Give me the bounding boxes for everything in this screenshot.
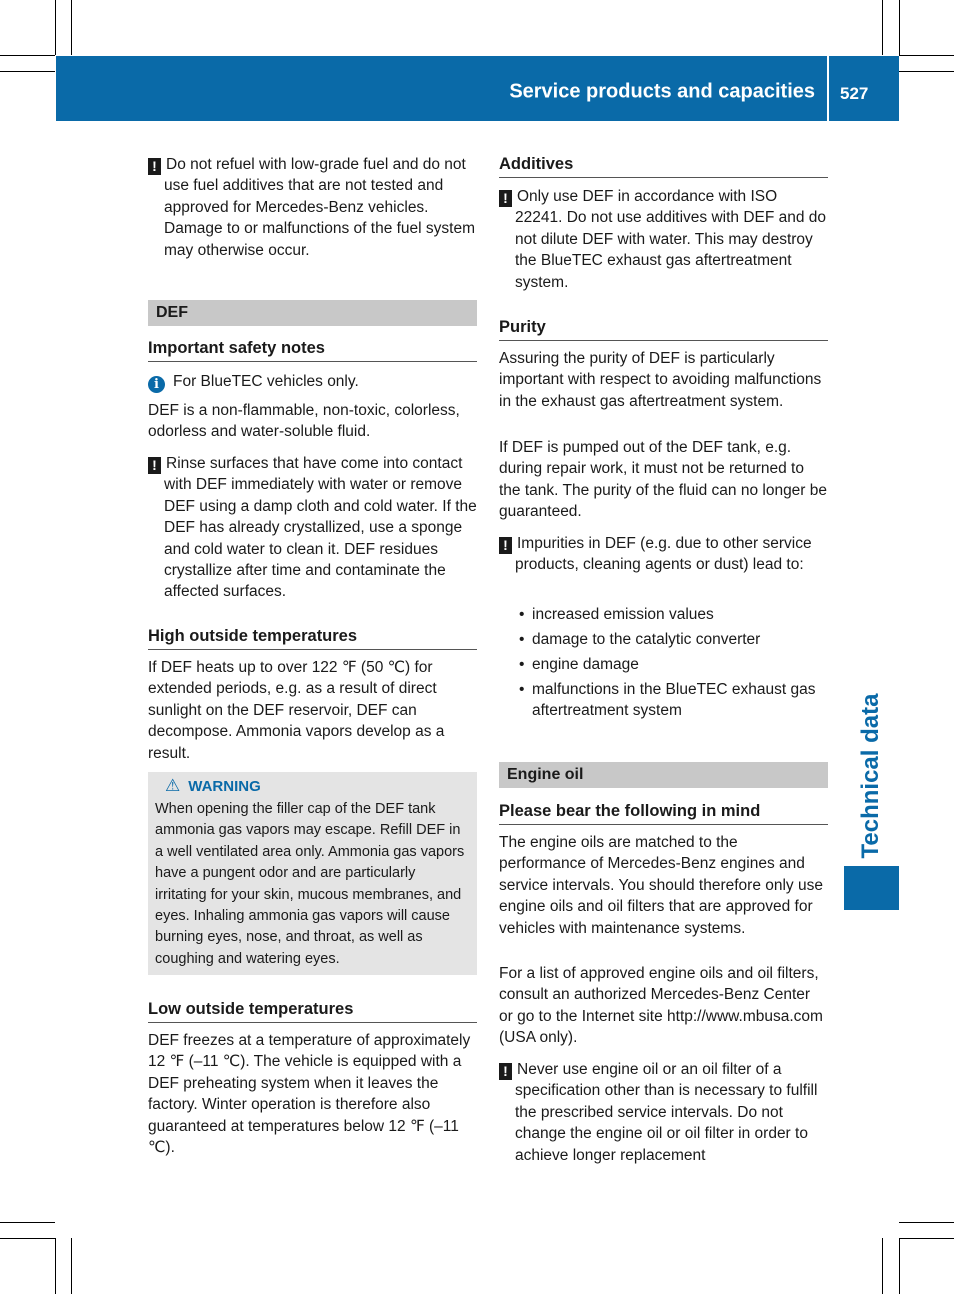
- list-item: • engine damage: [499, 654, 828, 675]
- caution-note: [499, 533, 828, 576]
- purity-text-1: Assuring the purity of DEF is particularly important with respect to avoiding malfunctions in the exhaust gas aftertreatment system.: [499, 350, 822, 410]
- section-heading-def: DEF: [148, 300, 477, 326]
- info-icon: i: [148, 376, 165, 393]
- additives-note-text: Only use DEF in accordance with ISO 22241. Do not use additives with DEF and do not dilute DEF with water. This may destroy the BlueTEC exhaust gas aftertreatment system.: [515, 188, 827, 291]
- crop-mark: [0, 1222, 55, 1223]
- impurity-effects-list: [499, 604, 828, 725]
- crop-mark: [899, 55, 954, 56]
- header-divider: [827, 56, 829, 121]
- info-note: [148, 371, 477, 393]
- subheading-safety: Important safety notes: [148, 338, 477, 362]
- low-temp-text: DEF freezes at a temperature of approximately 12 ℉ (–11 ℃). The vehicle is equipped with a DEF preheating system when it leaves the factory. Winter operation is therefore also guaranteed at temperatures below 12 ℉ (–11 ℃).: [148, 1032, 471, 1157]
- warning-box: [148, 772, 477, 975]
- high-temp-text: If DEF heats up to over 122 ℉ (50 ℃) for extended periods, e.g. as a result of direct sunlight on the DEF reservoir, DEF can decompose. Ammonia vapors develop as a result.: [148, 659, 445, 762]
- high-temp-paragraph: [148, 657, 477, 764]
- def-description: [148, 400, 477, 443]
- crop-mark: [71, 0, 72, 55]
- list-item: • damage to the catalytic converter: [499, 629, 828, 650]
- crop-mark: [55, 0, 56, 55]
- fuel-note-text: Do not refuel with low-grade fuel and do not use fuel additives that are not tested and approved for Mercedes-Benz vehicles. Damage to or malfunctions of the fuel system may otherwise occur.: [164, 156, 476, 259]
- engine-oil-note-text: Never use engine oil or an oil filter of a specification other than is necessary to fulfill the prescribed service intervals. Do not change the engine oil or oil filter in order to achieve longer replacement: [515, 1061, 818, 1164]
- warning-triangle-icon: ⚠: [165, 776, 181, 795]
- def-description-text: DEF is a non-flammable, non-toxic, colorless, odorless and water-soluble fluid.: [148, 402, 460, 441]
- warning-label: WARNING: [188, 778, 261, 795]
- purity-paragraph-1: [499, 348, 828, 412]
- purity-text-2: If DEF is pumped out of the DEF tank, e.g. during repair work, it must not be returned to the tank. The purity of the fluid can no longer be guaranteed.: [499, 439, 828, 521]
- crop-mark: [55, 1238, 56, 1294]
- crop-mark: [71, 1238, 72, 1294]
- exclamation-icon: !: [148, 457, 161, 474]
- low-temp-paragraph: [148, 1030, 477, 1158]
- crop-mark: [899, 1238, 954, 1239]
- caution-note: [499, 1059, 828, 1166]
- subheading-additives: Additives: [499, 154, 828, 178]
- list-item: • malfunctions in the BlueTEC exhaust gas aftertreatment system: [499, 679, 828, 722]
- subheading-high-temp: High outside temperatures: [148, 626, 477, 650]
- caution-note: [148, 154, 477, 261]
- page-header: [56, 56, 899, 121]
- side-tab-marker: [844, 866, 899, 910]
- caution-note: [499, 186, 828, 293]
- list-item: • increased emission values: [499, 604, 828, 625]
- crop-mark: [899, 71, 954, 72]
- side-tab-label: Technical data: [857, 693, 884, 859]
- exclamation-icon: !: [148, 158, 161, 175]
- engine-oil-paragraph-1: [499, 832, 828, 939]
- caution-note: [148, 453, 477, 603]
- page-number: 527: [840, 84, 869, 103]
- subheading-low-temp: Low outside temperatures: [148, 999, 477, 1023]
- crop-mark: [899, 1238, 900, 1294]
- crop-mark: [899, 0, 900, 55]
- engine-oil-text-1: The engine oils are matched to the performance of Mercedes-Benz engines and service intervals. You should therefore only use engine oils and oil filters that are approved for vehicles with maintenance systems.: [499, 834, 823, 937]
- engine-oil-paragraph-2: [499, 963, 828, 1049]
- subheading-bear-in-mind: Please bear the following in mind: [499, 801, 828, 825]
- impurities-note-text: Impurities in DEF (e.g. due to other service products, cleaning agents or dust) lead to:: [515, 535, 812, 574]
- page-title: Service products and capacities: [509, 80, 815, 103]
- exclamation-icon: !: [499, 537, 512, 554]
- rinse-note-text: Rinse surfaces that have come into contact with DEF immediately with water or remove DEF using a damp cloth and cold water. If the DEF has already crystallized, use a sponge and cold water to clean it. DEF residues crystallize after time and contaminate the affected surfaces.: [164, 455, 477, 601]
- engine-oil-text-2: For a list of approved engine oils and oil filters, consult an authorized Mercedes-Benz Center or go to the Internet site http://www.mbusa.com (USA only).: [499, 965, 823, 1047]
- section-heading-engine-oil: Engine oil: [499, 762, 828, 788]
- crop-mark: [0, 71, 55, 72]
- exclamation-icon: !: [499, 1063, 512, 1080]
- crop-mark: [0, 1238, 55, 1239]
- exclamation-icon: !: [499, 190, 512, 207]
- crop-mark: [882, 0, 883, 55]
- info-note-text: For BlueTEC vehicles only.: [173, 373, 359, 390]
- purity-paragraph-2: [499, 437, 828, 523]
- subheading-purity: Purity: [499, 317, 828, 341]
- crop-mark: [882, 1238, 883, 1294]
- warning-text: When opening the filler cap of the DEF tank ammonia gas vapors may escape. Refill DEF in a well ventilated area only. Ammonia gas vapors have a pungent odor and are particularly irritating for your skin, mucous membranes, and eyes. Inhaling ammonia gas vapors will cause burning eyes, nose, and throat, as well as coughing and watering eyes.: [155, 801, 465, 967]
- crop-mark: [0, 55, 55, 56]
- crop-mark: [899, 1222, 954, 1223]
